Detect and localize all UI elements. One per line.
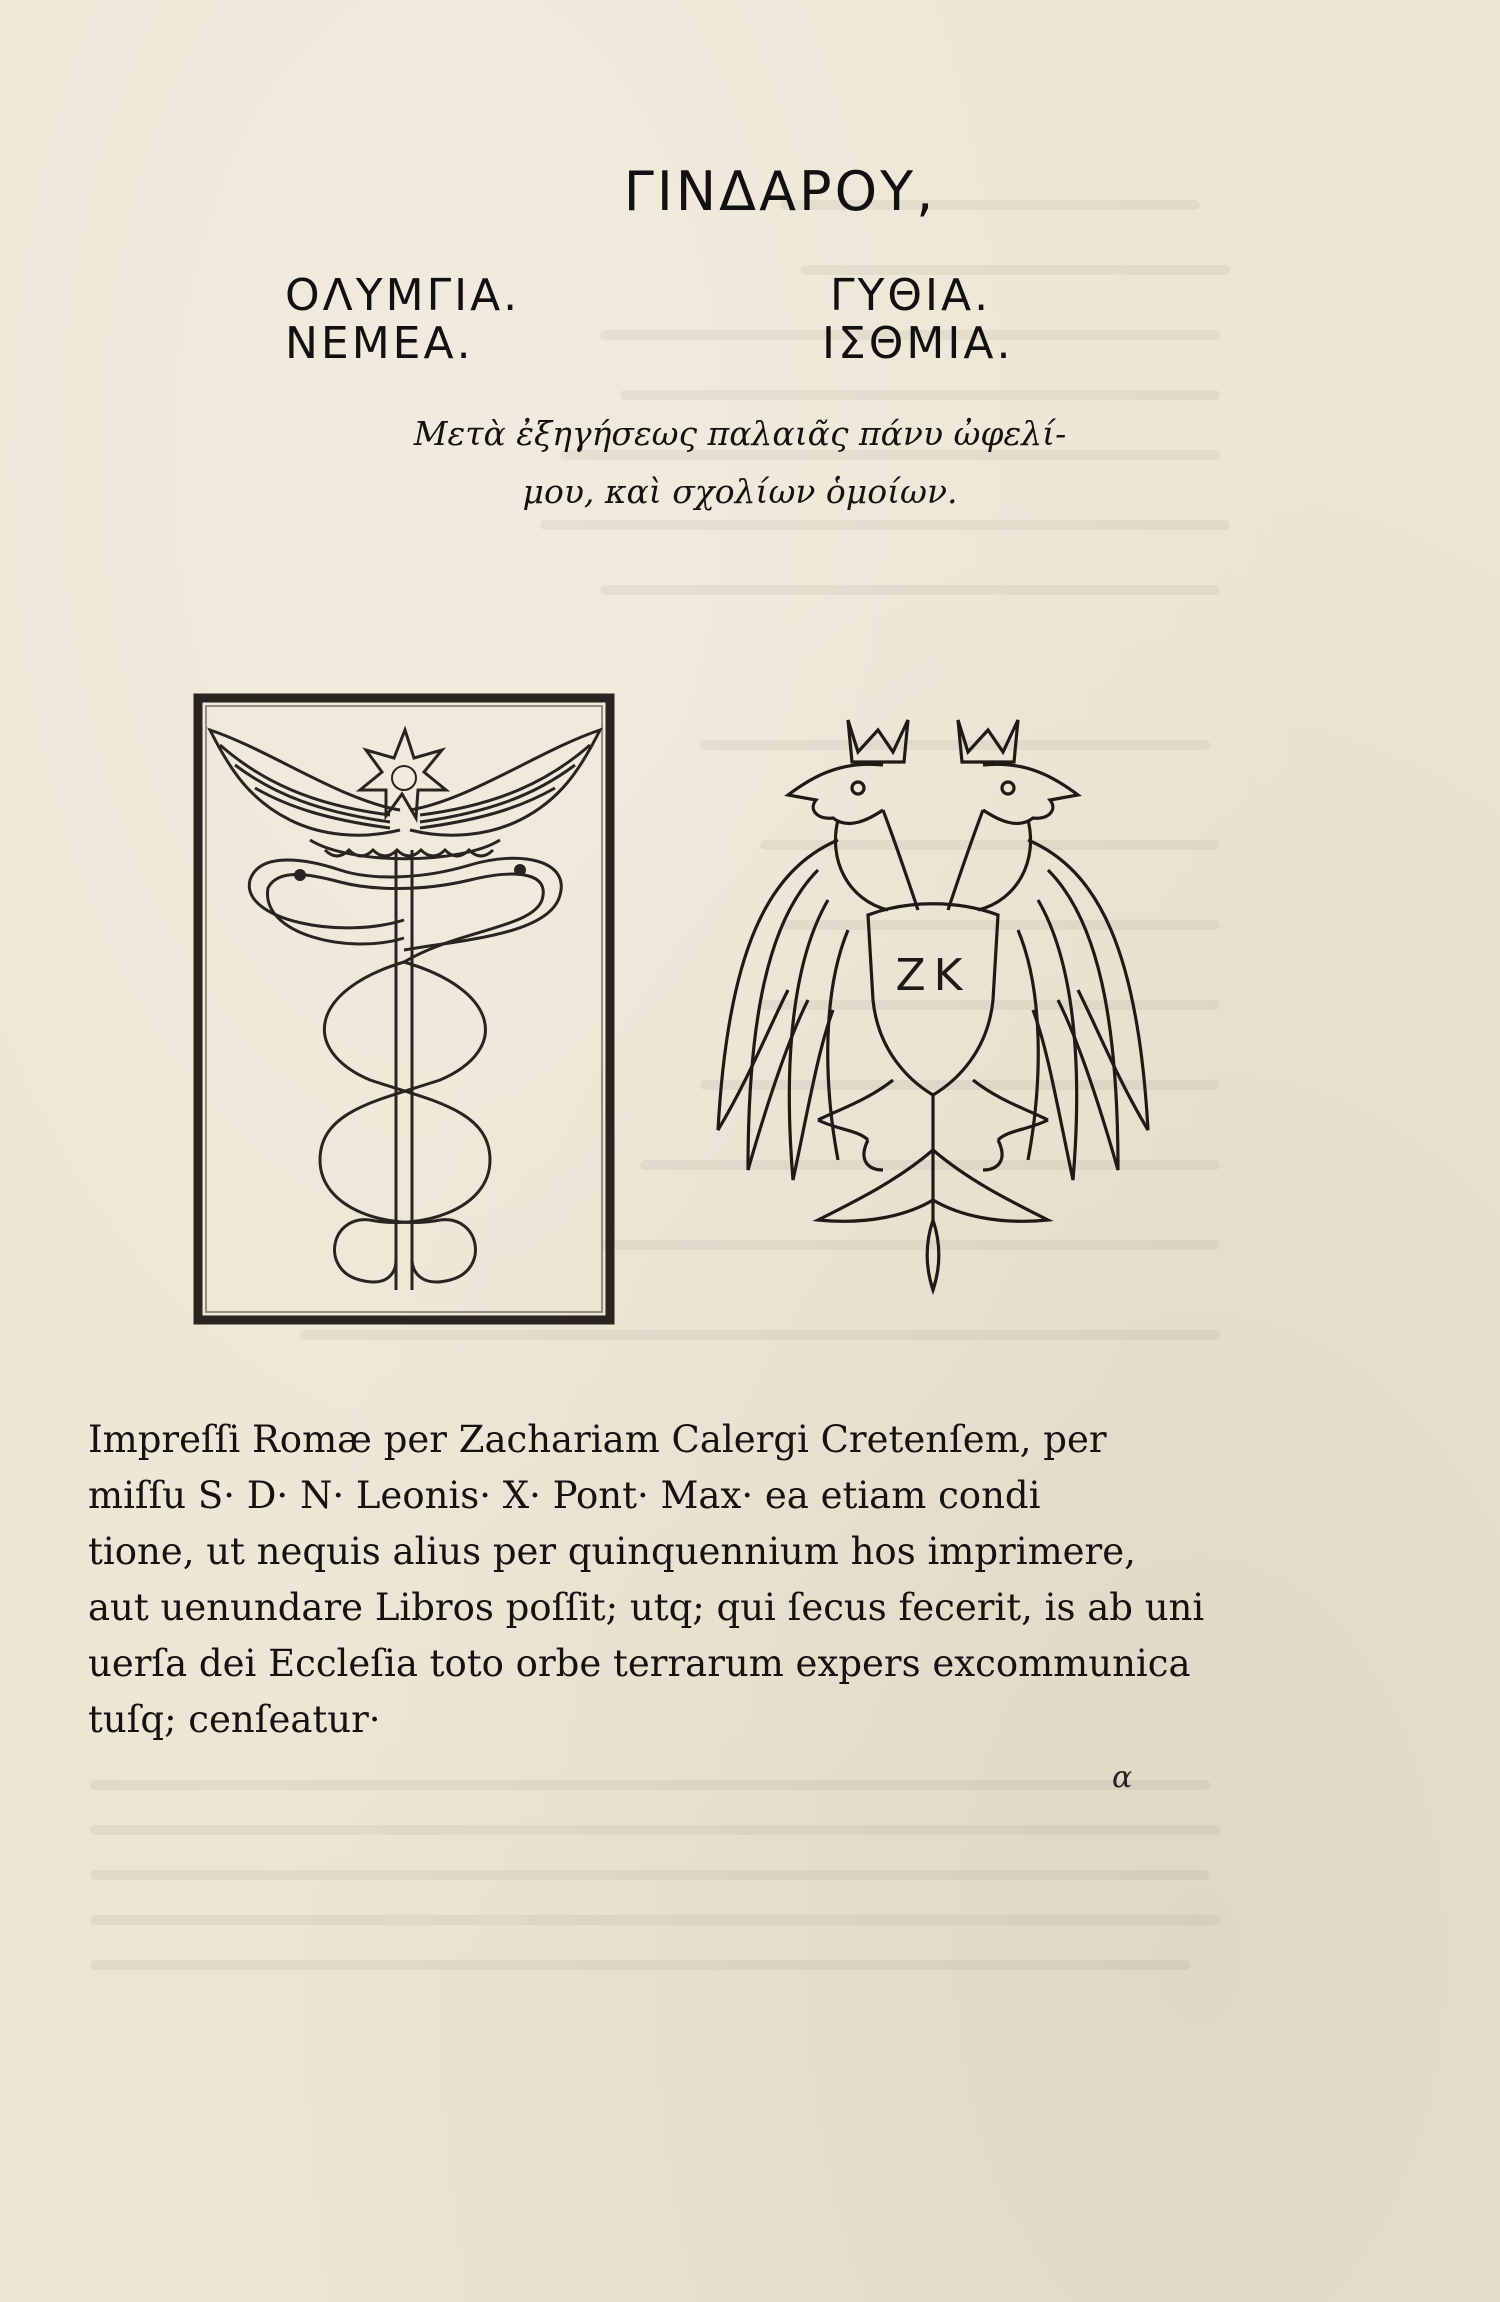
colophon xyxy=(88,1412,1238,1748)
colophon-line: tuſq; cenſeatur· xyxy=(88,1698,381,1741)
greek-description-line: Μετὰ ἐξηγήσεως παλαιᾶς πάνυ ὠφελί- xyxy=(413,414,1067,453)
double-headed-eagle-icon xyxy=(708,700,1158,1300)
eagle-monogram: ZK xyxy=(895,950,971,1001)
section-nemea: ΝΕΜΕΑ. xyxy=(285,318,474,369)
section-isthmia: ΙΣΘΜΙΑ. xyxy=(822,318,1014,369)
colophon-line: tione, ut nequis alius per quinquennium hos imprimere, xyxy=(88,1530,1136,1573)
caduceus-icon xyxy=(190,690,620,1330)
signature-mark: α xyxy=(1112,1760,1133,1795)
colophon-line: uerſa dei Eccleſia toto orbe terrarum expers excommunica xyxy=(88,1642,1191,1685)
section-pythia: ΓΥΘΙΑ. xyxy=(830,270,992,321)
greek-description xyxy=(330,405,1150,521)
colophon-line: miſſu S· D· N· Leonis· X· Pont· Max· ea etiam condi xyxy=(88,1474,1041,1517)
greek-description-line: μου, καὶ σχολίων ὁμοίων. xyxy=(522,472,958,511)
colophon-line: Impreſſi Romæ per Zachariam Calergi Cretenſem, per xyxy=(88,1418,1107,1461)
section-olympia: ΟΛΥΜΓΙΑ. xyxy=(285,270,521,321)
colophon-line: aut uenundare Libros poſſit; utq; qui ſecus fecerit, is ab uni xyxy=(88,1586,1205,1629)
page-title: ΓΙΝΔΑΡΟΥ, xyxy=(623,160,937,223)
